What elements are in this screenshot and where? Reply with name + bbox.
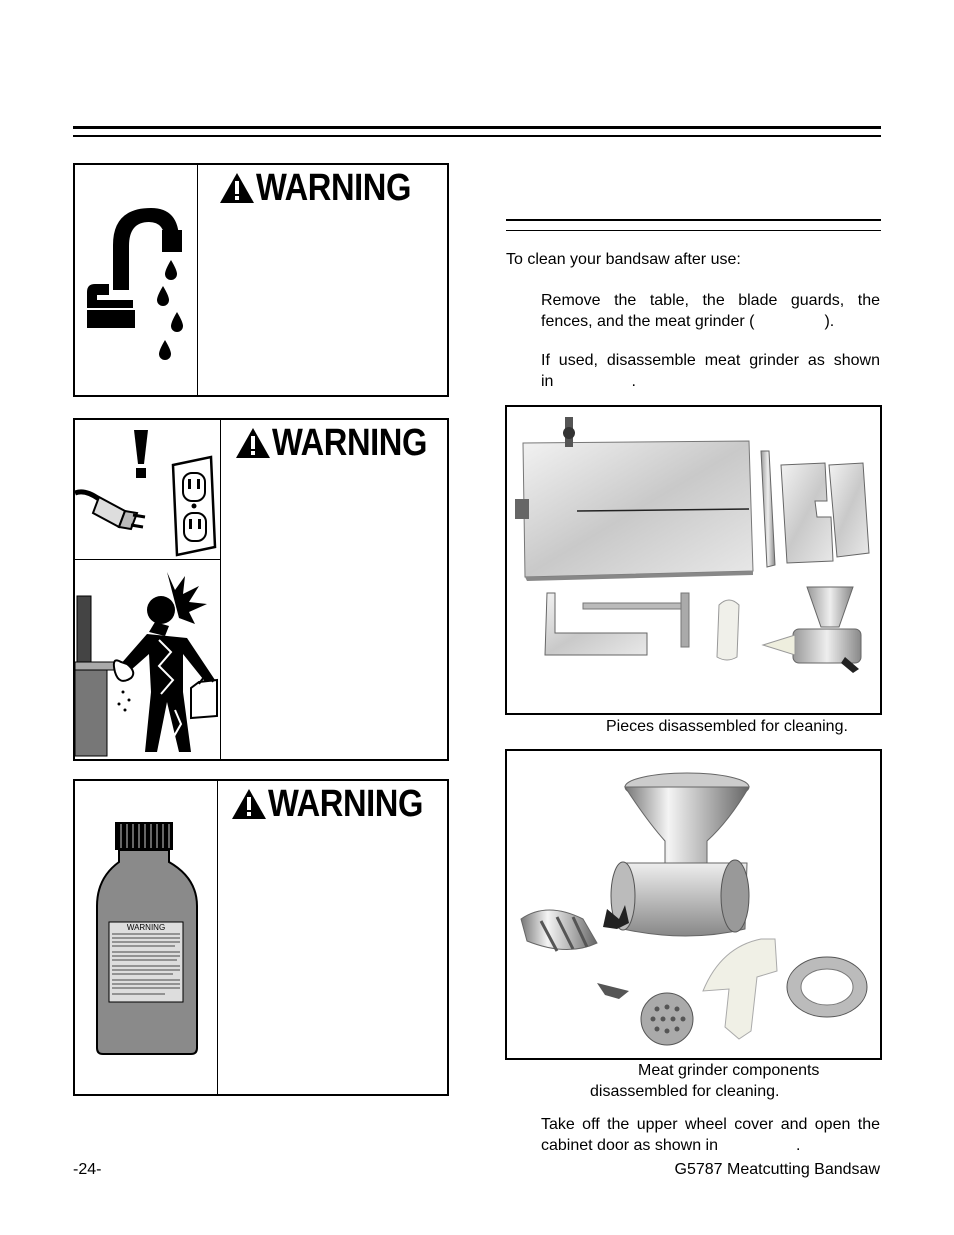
meat-grinder-parts-image: [507, 751, 880, 1058]
page-number: -24-: [73, 1161, 102, 1178]
step2-line1: If used, disassemble meat grinder as shown: [541, 352, 880, 369]
figure1-caption: Pieces disassembled for cleaning.: [606, 718, 848, 735]
chemical-bottle-icon: [95, 822, 199, 1056]
figure-meat-grinder-components: [505, 749, 882, 1060]
warning-box-chemical: [73, 779, 449, 1096]
disassembled-parts-image: [507, 407, 880, 713]
step1-line1: Remove the table, the blade guards, the: [541, 292, 880, 309]
section-rule-bottom: [506, 230, 881, 231]
warning-triangle-icon: [235, 427, 271, 459]
warning-box-electrical: [73, 418, 449, 761]
warning-triangle-icon: [231, 788, 267, 820]
header-rule-bottom: [73, 135, 881, 137]
intro-text: To clean your bandsaw after use:: [506, 251, 741, 268]
warning-header-2: [235, 424, 452, 462]
warning-heading: WARNING: [256, 167, 411, 209]
warning-triangle-icon: [219, 172, 255, 204]
step1-line2: fences, and the meat grinder ( ).: [541, 313, 835, 330]
header-rule-top: [73, 126, 881, 129]
section-rule-top: [506, 219, 881, 221]
bottle-label-text: WARNING: [126, 923, 166, 932]
warning-header-3: [231, 785, 448, 823]
electric-shock-person-icon: [75, 562, 220, 762]
warning-heading: WARNING: [268, 783, 423, 825]
hot-water-faucet-icon: [83, 200, 183, 385]
step2-line2: in .: [541, 373, 636, 390]
warning-box-hot-water: [73, 163, 449, 397]
figure2-caption-line1: Meat grinder components: [638, 1062, 820, 1079]
warning-header-1: [219, 169, 436, 207]
figure-pieces-disassembled: [505, 405, 882, 715]
figure2-caption-line2: disassembled for cleaning.: [590, 1083, 780, 1100]
footer-title: G5787 Meatcutting Bandsaw: [674, 1161, 880, 1178]
step3-line1: Take off the upper wheel cover and open the: [541, 1116, 880, 1133]
step3-line2: cabinet door as shown in .: [541, 1137, 801, 1154]
plug-outlet-icon: [75, 455, 220, 562]
warning-heading: WARNING: [272, 422, 427, 464]
